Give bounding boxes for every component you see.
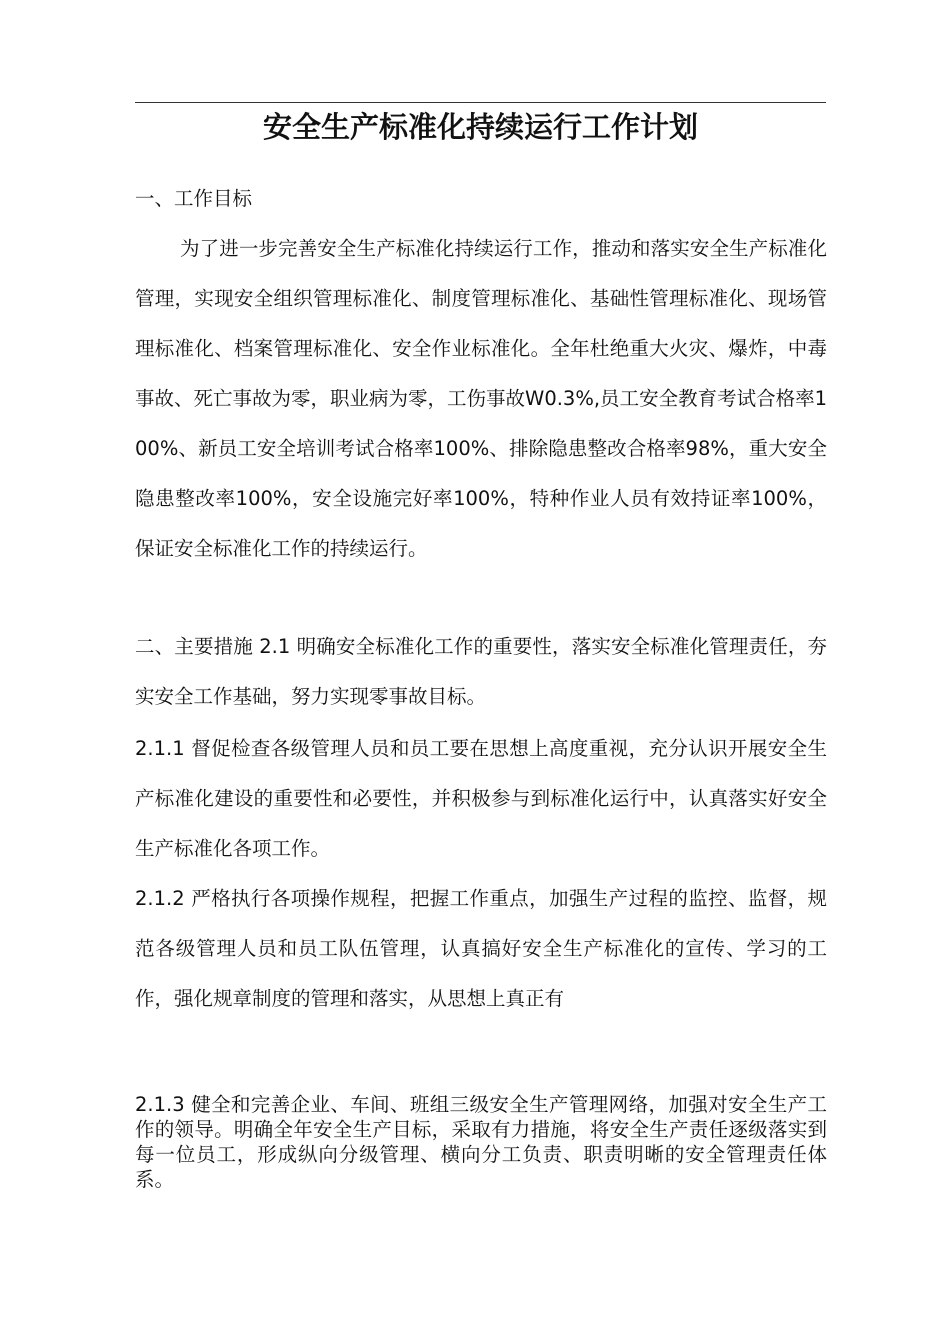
measure-paragraph-2-1-3: 2.1.3 健全和完善企业、车间、班组三级安全生产管理网络，加强对安全生产工作的领导。明确全年安全生产目标，采取有力措施，将安全生产责任逐级落实到每一位员工，形成纵向分级管理、横向分工负责、职责明晰的安全管理责任体系。 [135,1093,827,1191]
measures-paragraph-2-1: 二、主要措施 2.1 明确安全标准化工作的重要性，落实安全标准化管理责任，夯实安全工作基础，努力实现零事故目标。 [135,635,827,708]
goals-paragraph: 为了进一步完善安全生产标准化持续运行工作，推动和落实安全生产标准化管理，实现安全组织管理标准化、制度管理标准化、基础性管理标准化、现场管理标准化、档案管理标准化、安全作业标准化。全年杜绝重大火灾、爆炸，中毒事故、死亡事故为零，职业病为零，工伤事故W0.3%,员工安全教育考试合格率100%、新员工安全培训考试合格率100%、排除隐患整改合格率98%，重大安全隐患整改率100%，安全设施完好率100%，特种作业人员有效持证率100%，保证安全标准化工作的持续运行。 [135,237,827,560]
measure-paragraph-2-1-1: 2.1.1 督促检查各级管理人员和员工要在思想上高度重视，充分认识开展安全生产标准化建设的重要性和必要性，并积极参与到标准化运行中，认真落实好安全生产标准化各项工作。 [135,737,827,860]
measure-paragraph-2-1-2: 2.1.2 严格执行各项操作规程，把握工作重点，加强生产过程的监控、监督，规范各级管理人员和员工队伍管理，认真搞好安全生产标准化的宣传、学习的工作，强化规章制度的管理和落实，从思想上真正有 [135,887,827,1010]
document-title: 安全生产标准化持续运行工作计划 [262,110,698,144]
section-heading-goals: 一、工作目标 [135,187,253,210]
header-rule [135,102,826,103]
